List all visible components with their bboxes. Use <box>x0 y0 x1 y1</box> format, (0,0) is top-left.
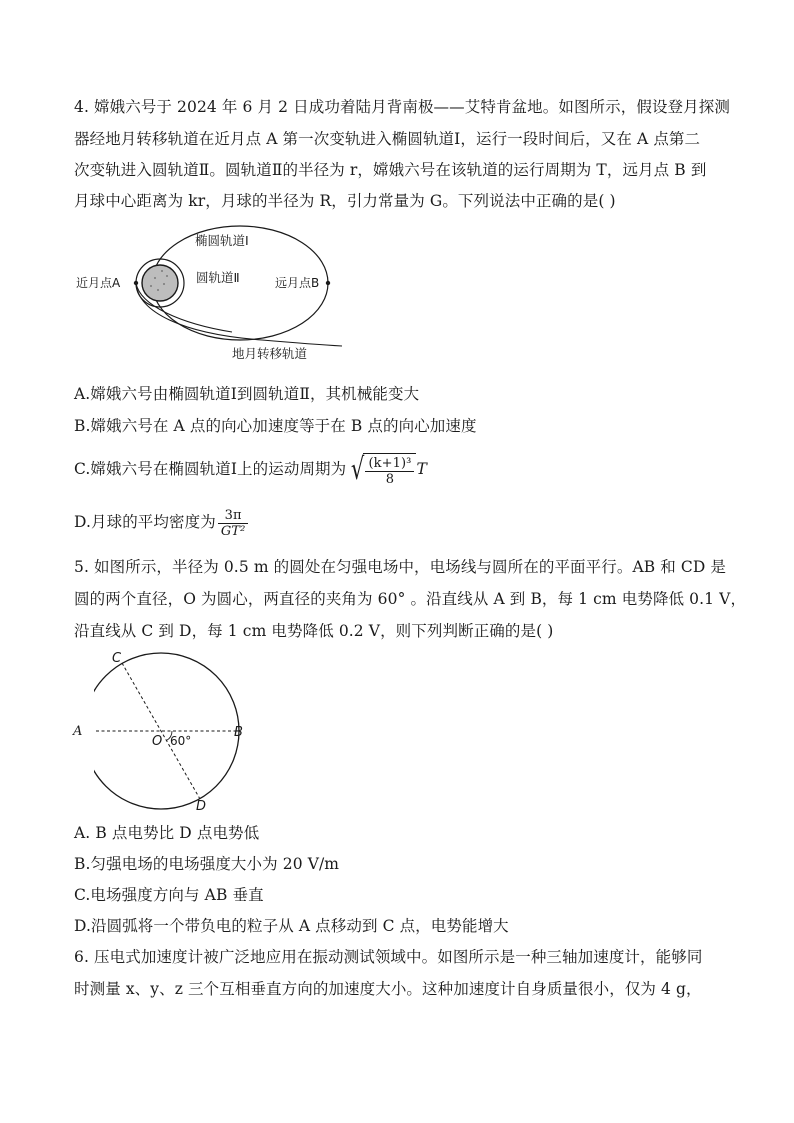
q5-option-b: B.匀强电场的电场强度大小为 20 V/m <box>74 855 340 873</box>
q4-option-d-den: GT² <box>220 523 246 539</box>
sqrt-expression: √ $\frac{\text{(k+1)³}}{8}$ <box>348 452 416 488</box>
q6-line-1: 6. 压电式加速度计被广泛地应用在振动测试领域中。如图所示是一种三轴加速度计，能够同 <box>74 948 703 966</box>
label-c: C <box>112 651 122 666</box>
q5-option-c: C.电场强度方向与 AB 垂直 <box>74 886 264 904</box>
q4-option-d <box>74 505 250 539</box>
moon-icon <box>142 265 178 301</box>
q4-line-2: 器经地月转移轨道在近月点 A 第一次变轨进入椭圆轨道Ⅰ，运行一段时间后，又在 A 点第二 <box>74 130 701 148</box>
ellipse-orbit-label: 椭圆轨道Ⅰ <box>195 233 249 248</box>
q4-option-b: B.嫦娥六号在 A 点的向心加速度等于在 B 点的向心加速度 <box>74 417 477 435</box>
orbit-diagram <box>72 222 352 364</box>
q5-line-3: 沿直线从 C 到 D，每 1 cm 电势降低 0.2 V，则下列判断正确的是( ) <box>74 622 554 640</box>
diameter-cd <box>122 663 200 799</box>
q4-line-4: 月球中心距离为 kr，月球的半径为 R，引力常量为 G。下列说法中正确的是( ) <box>74 192 616 210</box>
q5-line-2: 圆的两个直径，O 为圆心，两直径的夹角为 60° 。沿直线从 A 到 B，每 1 cm 电势降低 0.1 V， <box>74 590 747 608</box>
label-o: O <box>152 734 163 749</box>
transfer-orbit-label: 地月转移轨道 <box>232 346 308 361</box>
q6-line-2: 时测量 x、y、z 三个互相垂直方向的加速度大小。这种加速度计自身质量很小，仅为 4 g， <box>74 980 702 998</box>
angle-label: 60° <box>170 734 192 748</box>
point-a <box>134 281 138 285</box>
near-point-label: 近月点A <box>76 276 121 290</box>
q5-option-d: D.沿圆弧将一个带负电的粒子从 A 点移动到 C 点，电势能增大 <box>74 917 509 935</box>
q4-option-c-text: C.嫦娥六号在椭圆轨道Ⅰ上的运动周期为 <box>74 460 347 478</box>
q4-option-c <box>74 452 427 488</box>
label-a: A <box>73 724 83 739</box>
q4-option-d-num: 3π <box>218 508 249 524</box>
q4-option-d-text: D.月球的平均密度为 <box>74 513 216 531</box>
q4-option-a: A.嫦娥六号由椭圆轨道Ⅰ到圆轨道Ⅱ，其机械能变大 <box>74 385 420 403</box>
label-d: D <box>196 799 207 814</box>
far-point-label: 远月点B <box>275 276 320 290</box>
label-b: B <box>234 725 243 740</box>
point-b <box>326 281 330 285</box>
circle-orbit-label: 圆轨道Ⅱ <box>196 270 240 285</box>
q4-option-c-den: 8 <box>385 472 395 488</box>
circle-field-diagram <box>94 648 264 814</box>
q4-option-c-num: (k+1)³ <box>365 456 414 472</box>
q4-line-1: 4. 嫦娥六号于 2024 年 6 月 2 日成功着陆月背南极——艾特肯盆地。如图所示，假设登月探测 <box>74 98 730 116</box>
q4-line-3: 次变轨进入圆轨道Ⅱ。圆轨道Ⅱ的半径为 r，嫦娥六号在该轨道的运行周期为 T，远月点 B 到 <box>74 161 707 179</box>
q5-option-a: A. B 点电势比 D 点电势低 <box>74 824 260 842</box>
q4-option-c-tail: T <box>416 460 427 478</box>
q5-line-1: 5. 如图所示，半径为 0.5 m 的圆处在匀强电场中，电场线与圆所在的平面平行。AB 和 CD 是 <box>74 558 726 576</box>
